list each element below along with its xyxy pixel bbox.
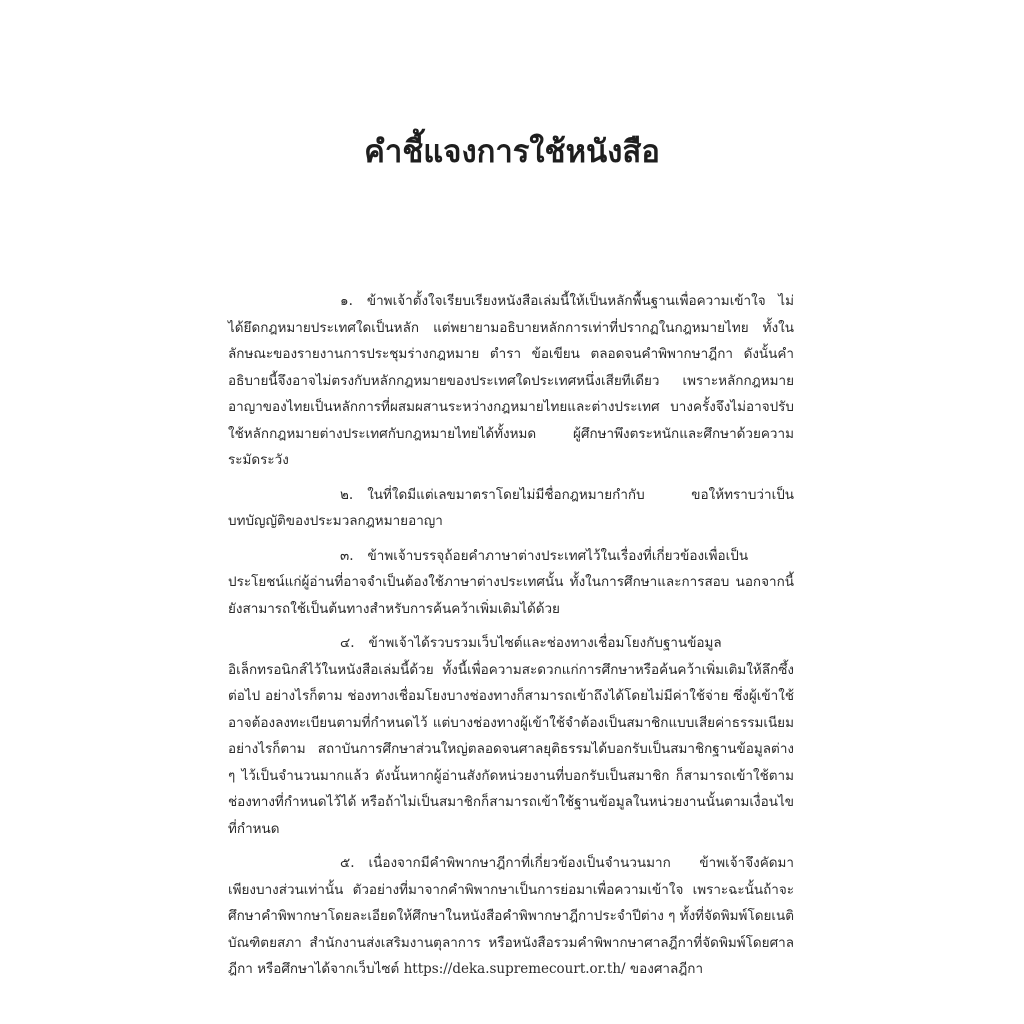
paragraph-number: ๔. xyxy=(340,635,355,651)
body-text xyxy=(228,288,794,991)
paragraph-number: ๑. xyxy=(340,293,353,309)
paragraph-text: ในที่ใดมีแต่เลขมาตราโดยไม่มีชื่อกฎหมายกำกับ ขอให้ทราบว่าเป็นบทบัญญัติของประมวลกฎหมายอาญา xyxy=(228,486,794,529)
paragraph-text: เนื่องจากมีคำพิพากษาฎีกาที่เกี่ยวข้องเป็นจำนวนมาก ข้าพเจ้าจึงคัดมาเพียงบางส่วนเท่านั้น ตัวอย่างที่มาจากคำพิพากษาเป็นการย่อมาเพื่อความเข้าใจ เพราะฉะนั้นถ้าจะศึกษาคำพิพากษาโดยละเอียดให้ศึกษาในหนังสือคำพิพากษาฎีกาประจำปีต่าง ๆ ทั้งที่จัดพิมพ์โดยเนติบัณฑิตยสภา สำนักงานส่งเสริมงานตุลาการ หรือหนังสือรวมคำพิพากษาศาลฎีกาที่จัดพิมพ์โดยศาลฎีกา หรือศึกษาได้จากเว็บไซต์ https://deka.supremecourt.or.th/ ของศาลฎีกา xyxy=(228,855,794,977)
paragraph-2 xyxy=(228,482,794,535)
paragraph-text: ข้าพเจ้าตั้งใจเรียบเรียงหนังสือเล่มนี้ให้เป็นหลักพื้นฐานเพื่อความเข้าใจ ไม่ได้ยึดกฎหมายประเทศใดเป็นหลัก แต่พยายามอธิบายหลักการเท่าที่ปรากฏในกฎหมายไทย ทั้งในลักษณะของรายงานการประชุมร่างกฎหมาย ตำรา ข้อเขียน ตลอดจนคำพิพากษาฎีกา ดังนั้นคำอธิบายนี้จึงอาจไม่ตรงกับหลักกฎหมายของประเทศใดประเทศหนึ่งเสียทีเดียว เพราะหลักกฎหมายอาญาของไทยเป็นหลักการที่ผสมผสานระหว่างกฎหมายไทยและต่างประเทศ บางครั้งจึงไม่อาจปรับใช้หลักกฎหมายต่างประเทศกับกฎหมายไทยได้ทั้งหมด ผู้ศึกษาพึงตระหนักและศึกษาด้วยความระมัดระวัง xyxy=(228,293,794,468)
page-title: คำชี้แจงการใช้หนังสือ xyxy=(364,134,660,170)
paragraph-number: ๓. xyxy=(340,547,354,564)
paragraph-1 xyxy=(228,288,794,474)
paragraph-number: ๒. xyxy=(340,486,354,503)
paragraph-3 xyxy=(228,543,794,623)
paragraph-text: ข้าพเจ้าบรรจุถ้อยคำภาษาต่างประเทศไว้ในเรื่องที่เกี่ยวข้องเพื่อเป็นประโยชน์แก่ผู้อ่านที่อาจจำเป็นต้องใช้ภาษาต่างประเทศนั้น ทั้งในการศึกษาและการสอบ นอกจากนี้ยังสามารถใช้เป็นต้นทางสำหรับการค้นคว้าเพิ่มเติมได้ด้วย xyxy=(228,547,794,617)
paragraph-5 xyxy=(228,850,794,983)
paragraph-4 xyxy=(228,630,794,842)
paragraph-text: ข้าพเจ้าได้รวบรวมเว็บไซต์และช่องทางเชื่อมโยงกับฐานข้อมูลอิเล็กทรอนิกส์ไว้ในหนังสือเล่มนี้ด้วย ทั้งนี้เพื่อความสะดวกแก่การศึกษาหรือค้นคว้าเพิ่มเติมให้ลึกซึ้งต่อไป อย่างไรก็ตาม ช่องทางเชื่อมโยงบางช่องทางก็สามารถเข้าถึงได้โดยไม่มีค่าใช้จ่าย ซึ่งผู้เข้าใช้อาจต้องลงทะเบียนตามที่กำหนดไว้ แต่บางช่องทางผู้เข้าใช้จำต้องเป็นสมาชิกแบบเสียค่าธรรมเนียม อย่างไรก็ตาม สถาบันการศึกษาส่วนใหญ่ตลอดจนศาลยุติธรรมได้บอกรับเป็นสมาชิกฐานข้อมูลต่าง ๆ ไว้เป็นจำนวนมากแล้ว ดังนั้นหากผู้อ่านสังกัดหน่วยงานที่บอกรับเป็นสมาชิก ก็สามารถเข้าใช้ตามช่องทางที่กำหนดไว้ได้ หรือถ้าไม่เป็นสมาชิกก็สามารถเข้าใช้ฐานข้อมูลในหน่วยงานนั้นตามเงื่อนไขที่กำหนด xyxy=(228,635,794,837)
paragraph-number: ๕. xyxy=(340,855,355,871)
